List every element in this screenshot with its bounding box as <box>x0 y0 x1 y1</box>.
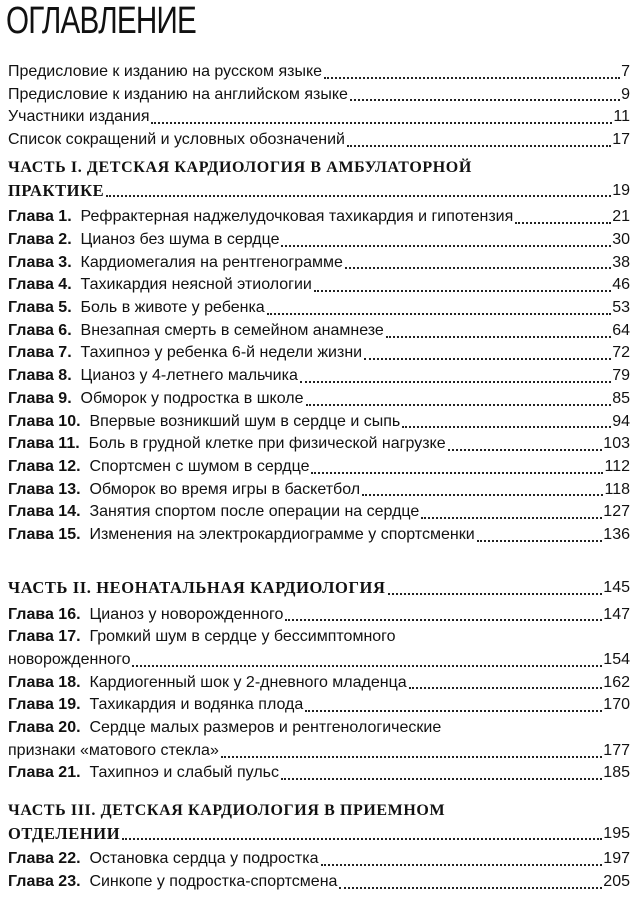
chapter-title: Кардиомегалия на рентгенограмме <box>80 253 343 271</box>
toc-entry[interactable] <box>8 129 630 152</box>
chapter-label: Глава 2. <box>8 231 72 249</box>
page-number: 19 <box>612 181 630 199</box>
part-3-section <box>8 800 630 894</box>
chapter-title: Обморок во время игры в баскетбол <box>89 480 361 498</box>
leader-dots <box>350 99 620 101</box>
page-number: 136 <box>603 525 630 543</box>
toc-entry-chapter[interactable] <box>8 388 630 411</box>
chapter-title: Остановка сердца у подростка <box>89 850 319 868</box>
toc-entry-chapter-20-line1[interactable] <box>8 717 630 740</box>
page-number: 46 <box>612 276 630 294</box>
leader-dots <box>321 864 603 866</box>
chapter-label: Глава 12. <box>8 457 81 475</box>
leader-dots <box>421 517 602 519</box>
entry-title: Предисловие к изданию на английском языке <box>8 85 348 103</box>
part-3-heading[interactable]: ЧАСТЬ III. ДЕТСКАЯ КАРДИОЛОГИЯ В ПРИЕМНОМ <box>8 802 446 819</box>
chapter-label: Глава 17. <box>8 628 81 646</box>
chapter-title: Цианоз у новорожденного <box>89 605 284 623</box>
chapter-label: Глава 8. <box>8 367 72 385</box>
part-3-heading-line2: ОТДЕЛЕНИИ <box>8 823 121 843</box>
chapter-label: Глава 10. <box>8 412 81 430</box>
page-number: 9 <box>621 85 630 103</box>
part-3-heading-cont[interactable] <box>8 823 630 846</box>
leader-dots <box>300 381 611 383</box>
page-number: 103 <box>603 435 630 453</box>
chapter-label: Глава 16. <box>8 605 81 623</box>
toc-entry-chapter[interactable] <box>8 320 630 343</box>
chapter-title-part2: новорожденного <box>8 651 131 669</box>
part-1-heading-cont[interactable] <box>8 180 630 203</box>
page-number: 177 <box>603 741 630 759</box>
page-number: 170 <box>603 696 630 714</box>
chapter-label: Глава 1. <box>8 208 72 226</box>
chapter-title-part1: Громкий шум в сердце у бессимптомного <box>89 628 396 646</box>
toc-entry-chapter-16[interactable] <box>8 604 630 627</box>
toc-entry-chapter[interactable] <box>8 229 630 252</box>
toc-entry-chapter-17-line2[interactable] <box>8 649 630 672</box>
chapter-label: Глава 11. <box>8 435 80 453</box>
toc-entry-chapter-21[interactable] <box>8 763 630 786</box>
page-number: 7 <box>621 62 630 80</box>
page-title: ОГЛАВЛЕНИЕ <box>6 0 197 42</box>
chapter-title: Тахикардия и водянка плода <box>89 696 304 714</box>
chapter-title: Тахикардия неясной этиологии <box>80 276 312 294</box>
chapter-title: Спортсмен с шумом в сердце <box>89 457 310 475</box>
page-number: 118 <box>604 480 630 498</box>
chapter-label: Глава 18. <box>8 673 81 691</box>
toc-entry-chapter[interactable] <box>8 479 630 502</box>
chapter-title: Занятия спортом после операции на сердце <box>89 503 420 521</box>
page-number: 185 <box>603 764 630 782</box>
page-number: 53 <box>612 299 630 317</box>
entry-title: Список сокращений и условных обозначений <box>8 131 345 149</box>
toc-entry-chapter[interactable] <box>8 871 630 894</box>
chapter-title: Впервые возникший шум в сердце и сыпь <box>89 412 401 430</box>
toc-entry[interactable] <box>8 84 630 107</box>
leader-dots <box>267 313 612 315</box>
chapter-title: Обморок у подростка в школе <box>80 389 304 407</box>
toc-entry-chapter[interactable] <box>8 274 630 297</box>
toc-entry-chapter[interactable] <box>8 501 630 524</box>
leader-dots <box>221 756 602 758</box>
chapter-title: Изменения на электрокардиограмме у спортсменки <box>89 525 475 543</box>
chapter-label: Глава 14. <box>8 503 81 521</box>
chapter-title: Тахипноэ у ребенка 6-й недели жизни <box>80 344 363 362</box>
page-number: 195 <box>603 824 630 842</box>
chapter-title: Боль в животе у ребенка <box>80 299 265 317</box>
page-number: 154 <box>603 651 630 669</box>
chapter-title-part1: Сердце малых размеров и рентгенологические <box>89 719 442 737</box>
leader-dots <box>106 195 611 197</box>
toc-entry-chapter[interactable] <box>8 206 630 229</box>
part-1-section <box>8 157 630 547</box>
page-number: 17 <box>612 131 630 149</box>
toc-entry-chapter-17-line1[interactable] <box>8 626 630 649</box>
page-number: 64 <box>612 321 630 339</box>
entry-title: Участники издания <box>8 108 150 126</box>
toc-entry-chapter[interactable] <box>8 252 630 275</box>
chapter-label: Глава 22. <box>8 850 81 868</box>
chapter-label: Глава 7. <box>8 344 72 362</box>
page-number: 72 <box>612 344 630 362</box>
toc-entry-chapter[interactable] <box>8 524 630 547</box>
part-2-heading-text: ЧАСТЬ II. НЕОНАТАЛЬНАЯ КАРДИОЛОГИЯ <box>8 577 386 597</box>
leader-dots <box>305 710 602 712</box>
page-number: 162 <box>603 673 630 691</box>
leader-dots <box>306 404 612 406</box>
leader-dots <box>314 290 611 292</box>
toc-entry-chapter[interactable] <box>8 848 630 871</box>
leader-dots <box>362 494 603 496</box>
part-1-heading[interactable]: ЧАСТЬ I. ДЕТСКАЯ КАРДИОЛОГИЯ В АМБУЛАТОРНОЙ <box>8 159 472 176</box>
toc-entry-chapter[interactable] <box>8 343 630 366</box>
page-number: 145 <box>603 578 630 596</box>
page-number: 127 <box>603 503 630 521</box>
chapter-label: Глава 21. <box>8 764 81 782</box>
chapter-label: Глава 20. <box>8 719 81 737</box>
leader-dots <box>364 358 611 360</box>
leader-dots <box>324 77 620 79</box>
page-number: 205 <box>603 873 630 891</box>
chapter-label: Глава 19. <box>8 696 81 714</box>
leader-dots <box>345 267 611 269</box>
leader-dots <box>151 122 612 124</box>
page-number: 11 <box>613 108 630 126</box>
part-2-heading[interactable] <box>8 577 630 600</box>
chapter-title: Тахипноэ и слабый пульс <box>89 764 279 782</box>
chapter-label: Глава 3. <box>8 253 72 271</box>
toc-entry[interactable] <box>8 61 630 84</box>
leader-dots <box>388 593 603 595</box>
leader-dots <box>281 245 611 247</box>
chapter-title: Боль в грудной клетке при физической нагрузке <box>88 435 446 453</box>
page-number: 94 <box>612 412 630 430</box>
chapter-title: Внезапная смерть в семейном анамнезе <box>80 321 384 339</box>
toc-entry-chapter[interactable] <box>8 433 630 456</box>
toc-entry-chapter-18[interactable] <box>8 672 630 695</box>
leader-dots <box>386 336 611 338</box>
toc-entry[interactable] <box>8 106 630 129</box>
part-1-chapter-list <box>8 206 630 546</box>
toc-entry-chapter[interactable] <box>8 365 630 388</box>
leader-dots <box>477 540 603 542</box>
leader-dots <box>132 665 602 667</box>
page-number: 21 <box>612 208 630 226</box>
chapter-label: Глава 13. <box>8 480 81 498</box>
chapter-title: Рефрактерная наджелудочковая тахикардия и гипотензия <box>80 208 514 226</box>
chapter-label: Глава 9. <box>8 389 72 407</box>
toc-entry-chapter-19[interactable] <box>8 694 630 717</box>
chapter-title: Кардиогенный шок у 2-дневного младенца <box>89 673 407 691</box>
chapter-label: Глава 23. <box>8 873 81 891</box>
page-number: 30 <box>612 231 630 249</box>
leader-dots <box>448 449 603 451</box>
entry-title: Предисловие к изданию на русском языке <box>8 62 323 80</box>
toc-entry-chapter[interactable] <box>8 297 630 320</box>
leader-dots <box>409 687 603 689</box>
toc-entry-chapter-20-line2[interactable] <box>8 740 630 763</box>
toc-entry-chapter[interactable] <box>8 456 630 479</box>
leader-dots <box>311 472 603 474</box>
leader-dots <box>402 426 611 428</box>
front-matter <box>8 61 630 152</box>
page-number: 38 <box>612 253 630 271</box>
leader-dots <box>339 887 602 889</box>
leader-dots <box>122 838 602 840</box>
chapter-label: Глава 6. <box>8 321 72 339</box>
leader-dots <box>285 619 602 621</box>
page-number: 79 <box>612 367 630 385</box>
part-3-chapter-list <box>8 848 630 893</box>
chapter-title: Цианоз без шума в сердце <box>80 231 280 249</box>
chapter-label: Глава 5. <box>8 299 72 317</box>
page-number: 197 <box>603 850 630 868</box>
part-2-section <box>8 577 630 785</box>
leader-dots <box>515 222 611 224</box>
page-number: 112 <box>604 457 630 475</box>
page-number: 147 <box>603 605 630 623</box>
page-number: 85 <box>612 389 630 407</box>
chapter-label: Глава 4. <box>8 276 72 294</box>
chapter-title: Цианоз у 4-летнего мальчика <box>80 367 298 385</box>
chapter-title-part2: признаки «матового стекла» <box>8 741 219 759</box>
chapter-label: Глава 15. <box>8 525 81 543</box>
leader-dots <box>347 145 611 147</box>
part-1-heading-line2: ПРАКТИКЕ <box>8 180 105 200</box>
chapter-title: Синкопе у подростка-спортсмена <box>89 873 338 891</box>
toc-entry-chapter[interactable] <box>8 411 630 434</box>
leader-dots <box>281 778 602 780</box>
